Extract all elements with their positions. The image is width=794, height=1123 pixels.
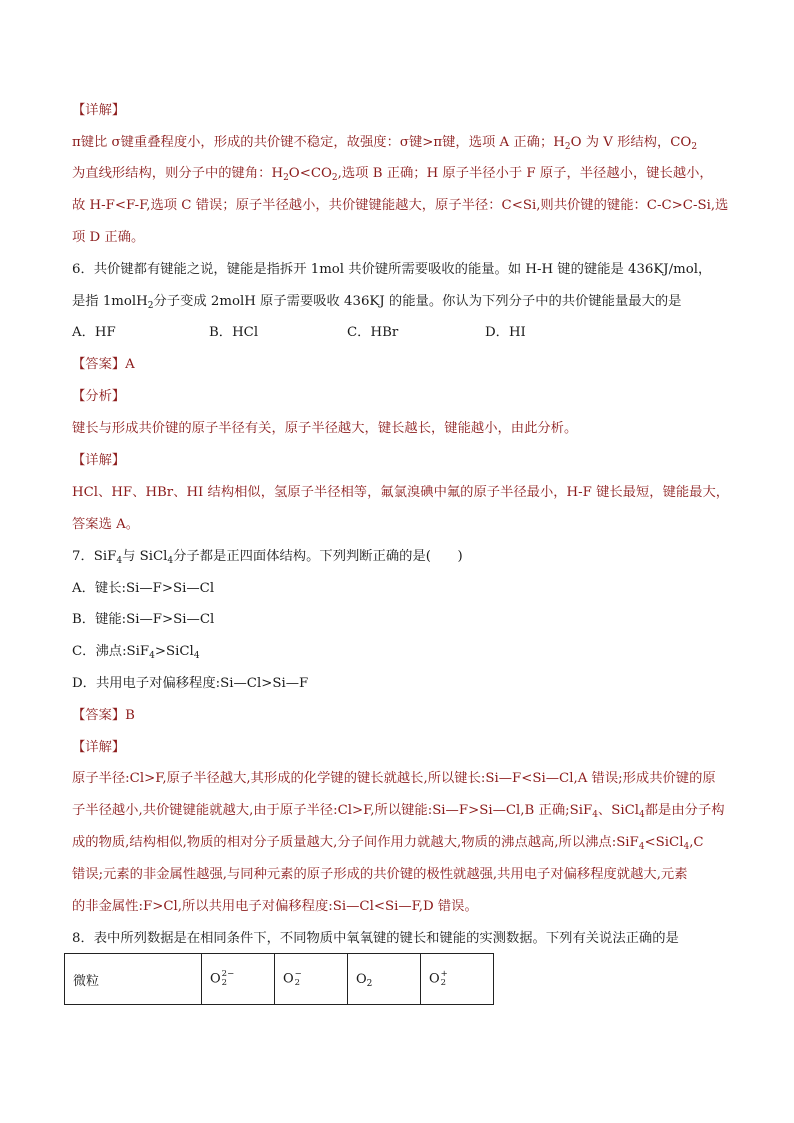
q6-analysis-heading: 【分析】 — [72, 389, 126, 404]
q7-option-c: C．沸点:SiF$_4$>SiCl$_4$ — [72, 644, 200, 661]
q6-detail-line2: 答案选 A。 — [72, 517, 140, 532]
table-cell-ion: $O_2$ — [348, 954, 421, 1005]
table-cell-ion: O + 2 — [421, 954, 494, 1005]
q5-detail-line1: π键比 σ键重叠程度小，形成的共价键不稳定，故强度：σ键>π键，选项 A 正确；$H_2O$ 为 V 形结构，$CO_2$ — [72, 135, 698, 152]
q5-detail-line3: 故 H-F<F-F,选项 C 错误；原子半径越小，共价键键能越大，原子半径：C<Si,则共价键的键能：C-C>C-Si,选 — [72, 198, 729, 213]
q7-detail-heading: 【详解】 — [72, 740, 126, 755]
q6-answer: 【答案】A — [72, 357, 135, 372]
q6-option-c: C．HBr — [347, 325, 399, 340]
q6-stem-line1: 6．共价键都有键能之说，键能是指拆开 1mol 共价键所需要吸收的能量。如 H-H 键的键能是 436KJ/mol， — [72, 262, 712, 277]
q6-option-b: B．HCl — [209, 325, 259, 340]
q6-option-a: A．HF — [72, 325, 116, 340]
q7-detail-line2: 子半径越小,共价键键能就越大,由于原子半径:Cl>F,所以键能:Si—F>Si—Cl,B 正确;SiF$_4$、SiCl$_4$都是由分子构 — [72, 803, 725, 820]
q7-detail-line1: 原子半径:Cl>F,原子半径越大,其形成的化学键的键长就越长,所以键长:Si—F<Si—Cl,A 错误;形成共价键的原 — [72, 771, 716, 786]
table-cell-ion: O 2− 2 — [202, 954, 275, 1005]
q6-stem-line2: 是指 1molH$_2$分子变成 2molH 原子需要吸收 436KJ 的能量。你认为下列分子中的共价键能量最大的是 — [72, 294, 682, 311]
q7-detail-line5: 的非金属性:F>Cl,所以共用电子对偏移程度:Si—Cl<Si—F,D 错误。 — [72, 899, 478, 914]
q7-detail-line3: 成的物质,结构相似,物质的相对分子质量越大,分子间作用力就越大,物质的沸点越高,所以沸点:SiF$_4$<SiCl$_4$,C — [72, 835, 704, 852]
table-cell-ion: O − 2 — [275, 954, 348, 1005]
q7-stem: 7．SiF$_4$与 SiCl$_4$分子都是正四面体结构。下列判断正确的是( ) — [72, 549, 463, 566]
q8-stem: 8．表中所列数据是在相同条件下，不同物质中氧氧键的键长和键能的实测数据。下列有关说法正确的是 — [72, 931, 679, 946]
q7-answer: 【答案】B — [72, 708, 135, 723]
q6-analysis-text: 键长与形成共价键的原子半径有关，原子半径越大，键长越长，键能越小，由此分析。 — [72, 421, 578, 436]
q6-option-d: D．HI — [485, 325, 526, 340]
q7-option-a: A．键长:Si—F>Si—Cl — [72, 581, 215, 596]
q6-detail-line1: HCl、HF、HBr、HI 结构相似，氢原子半径相等，氟氯溴碘中氟的原子半径最小，H-F 键长最短，键能最大， — [72, 485, 730, 500]
q5-detail-heading: 【详解】 — [72, 103, 126, 118]
table-row-label: 微粒 — [65, 954, 202, 1005]
q6-detail-heading: 【详解】 — [72, 453, 126, 468]
q7-option-b: B．键能:Si—F>Si—Cl — [72, 612, 215, 627]
q5-detail-line4: 项 D 正确。 — [72, 230, 145, 245]
q8-data-table — [64, 953, 494, 1005]
q7-detail-line4: 错误;元素的非金属性越强,与同种元素的原子形成的共价键的极性就越强,共用电子对偏移程度就越大,元素 — [72, 867, 688, 882]
table-row — [65, 954, 494, 1005]
q7-option-d: D．共用电子对偏移程度:Si—Cl>Si—F — [72, 676, 309, 691]
q5-detail-line2: 为直线形结构，则分子中的键角：$H_2O<CO_2$,选项 B 正确；H 原子半径小于 F 原子，半径越小，键长越小， — [72, 166, 713, 183]
